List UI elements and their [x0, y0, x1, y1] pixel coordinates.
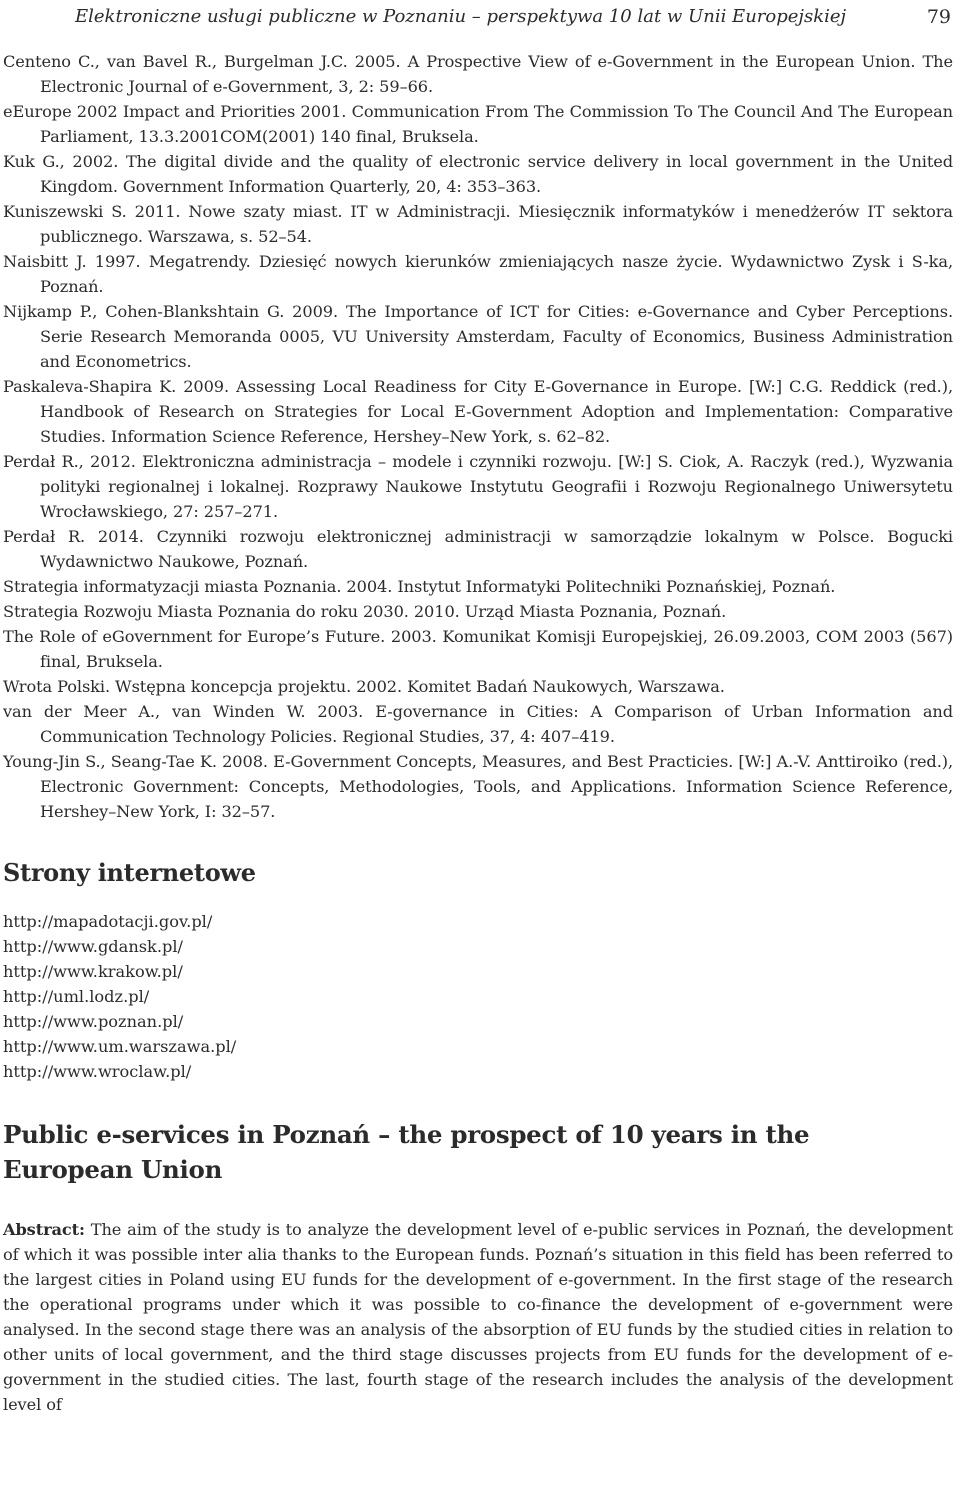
reference-item: Naisbitt J. 1997. Megatrendy. Dziesięć nowych kierunków zmieniających nasze życie. Wydawnictwo Zysk i S-ka, Poznań. — [3, 252, 953, 296]
website-link[interactable]: http://www.gdansk.pl/ — [3, 937, 184, 956]
running-head — [3, 0, 953, 28]
website-list — [3, 909, 953, 1084]
reference-item: van der Meer A., van Winden W. 2003. E-governance in Cities: A Comparison of Urban Information and Communication Technology Policies. Regional Studies, 37, 4: 407–419. — [3, 702, 953, 746]
website-link[interactable]: http://www.krakow.pl/ — [3, 962, 183, 981]
abstract-label: Abstract: — [3, 1220, 85, 1239]
page — [3, 0, 953, 1417]
reference-item: Strategia informatyzacji miasta Poznania. 2004. Instytut Informatyki Politechniki Poznańskiej, Poznań. — [3, 577, 836, 596]
reference-item: Strategia Rozwoju Miasta Poznania do roku 2030. 2010. Urząd Miasta Poznania, Poznań. — [3, 602, 727, 621]
reference-list — [3, 49, 953, 824]
reference-item: Young-Jin S., Seang-Tae K. 2008. E-Government Concepts, Measures, and Best Practicies. [W:] A.-V. Anttiroiko (red.), Electronic Government: Concepts, Methodologies, Tools, and Applications. Information Science Reference, Hershey–New York, I: 32–57. — [3, 752, 953, 821]
reference-item: Kuniszewski S. 2011. Nowe szaty miast. IT w Administracji. Miesięcznik informatyków i menedżerów IT sektora publicznego. Warszawa, s. 52–54. — [3, 202, 953, 246]
reference-item: Kuk G., 2002. The digital divide and the quality of electronic service delivery in local government in the United Kingdom. Government Information Quarterly, 20, 4: 353–363. — [3, 152, 953, 196]
abstract-text: The aim of the study is to analyze the development level of e-public services in Poznań, the development of which it was possible inter alia thanks to the European funds. Poznań’s situation in this field has been referred to the largest cities in Poland using EU funds for the development of e-government. In the first stage of the research the operational programs under which it was possible to co-finance the development of e-government were analysed. In the second stage there was an analysis of the absorption of EU funds by the studied cities in relation to other units of local government, and the third stage discusses projects from EU funds for the development of e-government in the studied cities. The last, fourth stage of the research includes the analysis of the development level of — [3, 1220, 953, 1414]
reference-item: Paskaleva-Shapira K. 2009. Assessing Local Readiness for City E-Governance in Europe. [W:] C.G. Reddick (red.), Handbook of Research on Strategies for Local E-Government Adoption and Implementation: Comparative Studies. Information Science Reference, Hershey–New York, s. 62–82. — [3, 377, 953, 446]
reference-item: The Role of eGovernment for Europe’s Future. 2003. Komunikat Komisji Europejskiej, 26.09.2003, COM 2003 (567) final, Bruksela. — [3, 627, 953, 671]
reference-item: Nijkamp P., Cohen-Blankshtain G. 2009. The Importance of ICT for Cities: e-Governance and Cyber Perceptions. Serie Research Memoranda 0005, VU University Amsterdam, Faculty of Economics, Business Administration and Econometrics. — [3, 302, 953, 371]
reference-item: Perdał R., 2012. Elektroniczna administracja – modele i czynniki rozwoju. [W:] S. Ciok, A. Raczyk (red.), Wyzwania polityki regionalnej i lokalnej. Rozprawy Naukowe Instytutu Geografii i Rozwoju Regionalnego Uniwersytetu Wrocławskiego, 27: 257–271. — [3, 452, 953, 521]
running-head-title: Elektroniczne usługi publiczne w Poznaniu – perspektywa 10 lat w Unii Europejskiej — [75, 6, 847, 27]
page-number: 79 — [926, 6, 951, 28]
reference-item: eEurope 2002 Impact and Priorities 2001. Communication From The Commission To The Council And The European Parliament, 13.3.2001COM(2001) 140 final, Bruksela. — [3, 102, 953, 146]
websites-heading: Strony internetowe — [3, 858, 256, 887]
website-link[interactable]: http://www.um.warszawa.pl/ — [3, 1037, 237, 1056]
website-link[interactable]: http://mapadotacji.gov.pl/ — [3, 912, 213, 931]
reference-item: Wrota Polski. Wstępna koncepcja projektu. 2002. Komitet Badań Naukowych, Warszawa. — [3, 677, 725, 696]
reference-item: Perdał R. 2014. Czynniki rozwoju elektronicznej administracji w samorządzie lokalnym w Polsce. Bogucki Wydawnictwo Naukowe, Poznań. — [3, 527, 953, 571]
reference-item: Centeno C., van Bavel R., Burgelman J.C. 2005. A Prospective View of e-Government in the European Union. The Electronic Journal of e-Government, 3, 2: 59–66. — [3, 52, 953, 96]
website-link[interactable]: http://uml.lodz.pl/ — [3, 987, 150, 1006]
english-title: Public e-services in Poznań – the prospect of 10 years in the European Union — [3, 1120, 810, 1184]
website-link[interactable]: http://www.wroclaw.pl/ — [3, 1062, 192, 1081]
website-link[interactable]: http://www.poznan.pl/ — [3, 1012, 184, 1031]
abstract — [3, 1217, 953, 1417]
